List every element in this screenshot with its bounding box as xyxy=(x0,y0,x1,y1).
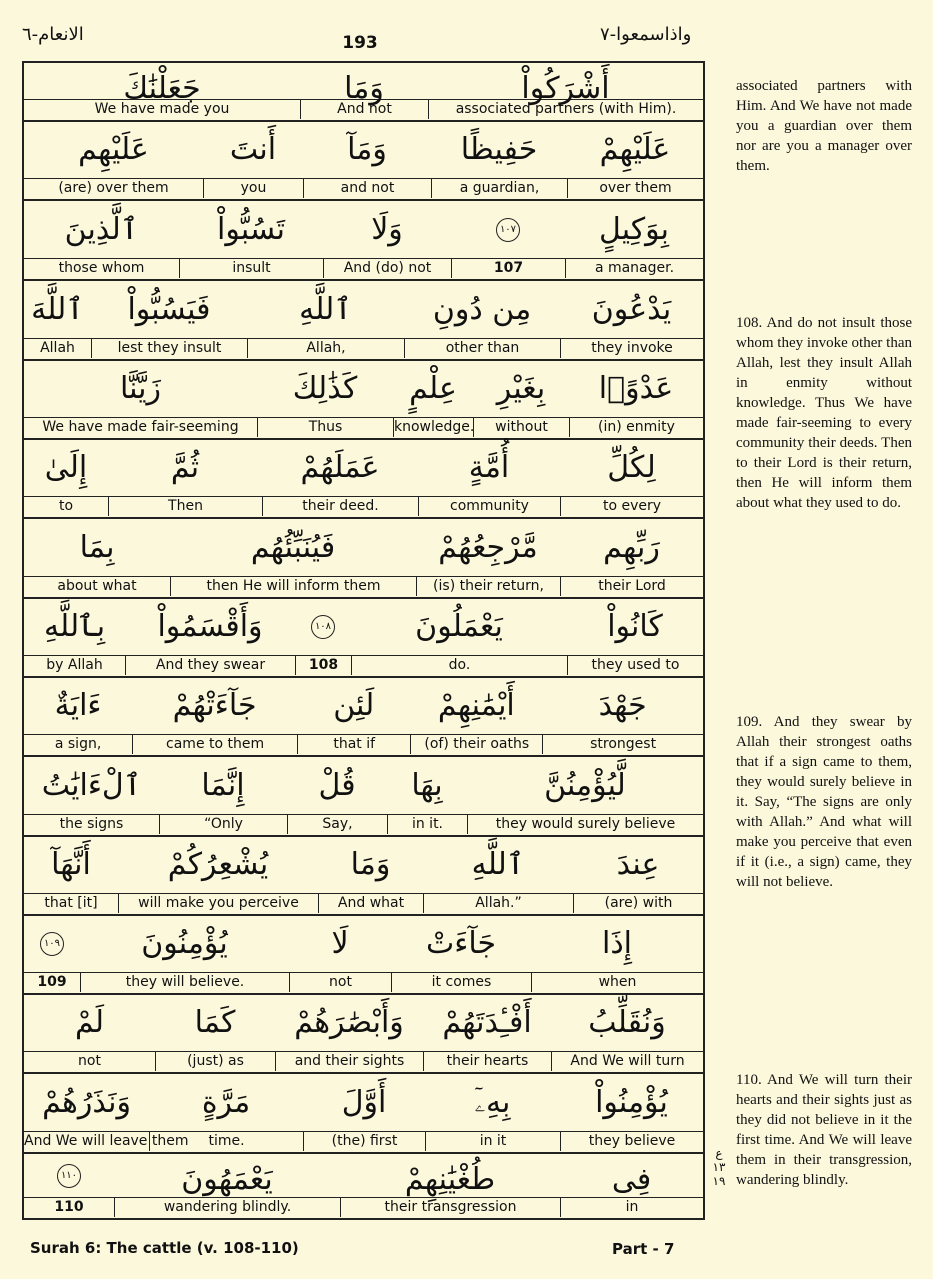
english-line xyxy=(24,258,703,278)
english-line xyxy=(24,1051,703,1071)
arabic-word: قُلْ xyxy=(318,767,356,803)
gloss-cell: in it xyxy=(425,1132,560,1151)
arabic-word: ءَايَةٌ xyxy=(54,688,102,723)
arabic-word: وَمَآ xyxy=(347,132,387,167)
gloss-cell: time. xyxy=(149,1132,303,1151)
gloss-cell: then He will inform them xyxy=(170,577,416,596)
surah-footer: Surah 6: The cattle (v. 108-110) xyxy=(30,1239,299,1257)
gloss-cell: knowledge. xyxy=(394,419,475,435)
grid-row xyxy=(24,837,703,916)
arabic-line xyxy=(24,440,703,496)
arabic-word: وَنَذَرُهُمْ xyxy=(42,1084,131,1120)
gloss-cell: Allah, xyxy=(247,339,404,358)
arabic-word: وَأَقْسَمُواْ xyxy=(157,609,263,644)
page-number: 193 xyxy=(342,33,378,53)
arabic-line xyxy=(24,361,703,417)
arabic-line xyxy=(24,599,703,655)
gloss-cell: And they swear xyxy=(125,656,295,675)
arabic-word: عِندَ xyxy=(616,847,660,882)
gloss-cell: that if xyxy=(297,735,410,754)
arabic-word: كَانُواْ xyxy=(607,609,663,644)
translation-para-107: associated partners with Him. And We have not made you a guardian over them nor are you a manager over them. xyxy=(736,78,912,174)
gloss-cell: 110 xyxy=(54,1199,84,1215)
arabic-line xyxy=(24,678,703,734)
arabic-word: أَفْـِٔدَتَهُمْ xyxy=(442,1005,532,1040)
gloss-cell: And not xyxy=(300,100,428,119)
gloss-cell: their deed. xyxy=(262,497,418,516)
arabic-word: يُؤْمِنُونَ xyxy=(141,926,228,961)
arabic-word: ٱللَّهَ xyxy=(31,291,84,327)
gloss-cell: a manager. xyxy=(565,259,703,278)
grid-row xyxy=(24,757,703,837)
arabic-word: عَلَيْهِم xyxy=(78,132,149,167)
arabic-word: وَأَبْصَٰرَهُمْ xyxy=(294,1005,404,1040)
arabic-word: لَمْ xyxy=(74,1005,105,1040)
english-line xyxy=(24,338,703,358)
gloss-cell: not xyxy=(78,1053,101,1069)
surah-header-label: الانعام-٦ xyxy=(22,24,84,45)
gloss-cell: do. xyxy=(351,656,567,675)
english-line xyxy=(24,972,703,992)
arabic-word: حَفِيظًا xyxy=(460,132,538,167)
gloss-cell: they used to xyxy=(567,656,703,675)
arabic-line xyxy=(24,1154,703,1197)
arabic-word: أَيْمَٰنِهِمْ xyxy=(437,688,515,723)
gloss-cell: they believe xyxy=(560,1132,703,1151)
gloss-cell: and not xyxy=(303,179,431,198)
arabic-word: بِوَكِيلٍ xyxy=(599,211,669,247)
gloss-cell: community xyxy=(418,497,560,516)
gloss-cell: We have made you xyxy=(94,101,230,117)
arabic-word: كَذَٰلِكَ xyxy=(292,371,358,406)
gloss-cell: they will believe. xyxy=(80,973,289,992)
arabic-line xyxy=(24,122,703,178)
arabic-word: أَنتَ xyxy=(229,132,277,167)
gloss-cell: by Allah xyxy=(46,657,103,673)
gloss-cell: 109 xyxy=(37,974,67,990)
translation-para-110: 110. And We will turn their hearts and their sights just as they did not believe in it the first time. And We will leave them in their transgression, wandering blindly. xyxy=(736,1072,912,1188)
arabic-word: لَّيُؤْمِنُنَّ xyxy=(544,767,626,803)
arabic-word: عَدْوًۢا xyxy=(598,371,674,406)
verse-number-marker: ١١٠ xyxy=(57,1164,81,1188)
arabic-word: وَمَا xyxy=(350,847,391,882)
arabic-word: فَيُنَبِّئُهُم xyxy=(250,529,336,565)
gloss-cell: their hearts xyxy=(423,1052,551,1071)
grid-row xyxy=(24,995,703,1074)
gloss-cell: insult xyxy=(179,259,323,278)
part-footer: Part - 7 xyxy=(612,1240,675,1258)
gloss-cell: without xyxy=(473,418,569,437)
gloss-cell: you xyxy=(203,179,303,198)
grid-row xyxy=(24,361,703,440)
gloss-cell: Then xyxy=(108,497,262,516)
grid-row xyxy=(24,599,703,678)
arabic-word: مَّرْجِعُهُمْ xyxy=(438,529,538,565)
rukuh-marker: ع ١٣ ١٩ xyxy=(712,1146,726,1188)
arabic-line xyxy=(24,837,703,893)
juz-header-label: واذاسمعوا-٧ xyxy=(600,24,692,45)
arabic-line xyxy=(24,201,703,258)
gloss-cell: over them xyxy=(567,179,703,198)
gloss-cell: associated partners (with Him). xyxy=(428,100,703,119)
arabic-word: جَآءَتْهُمْ xyxy=(172,688,257,723)
gloss-cell: (in) enmity xyxy=(569,418,703,437)
grid-row xyxy=(24,122,703,201)
english-line xyxy=(24,178,703,198)
gloss-cell: 108 xyxy=(295,656,351,675)
english-line xyxy=(24,734,703,754)
gloss-cell: (are) with xyxy=(573,894,703,913)
grid-row xyxy=(24,63,703,122)
arabic-line xyxy=(24,519,703,576)
english-line xyxy=(24,893,703,913)
arabic-word: ٱلَّذِينَ xyxy=(64,211,139,247)
arabic-word: كَمَا xyxy=(194,1005,236,1040)
arabic-word: بِمَا xyxy=(79,529,115,565)
arabic-word: يَدْعُونَ xyxy=(591,291,672,327)
gloss-cell: they would surely believe xyxy=(467,815,703,834)
gloss-cell: their transgression xyxy=(340,1198,560,1217)
english-line xyxy=(24,655,703,675)
gloss-cell: Thus xyxy=(257,418,393,437)
arabic-word: عِلْمٍ xyxy=(409,371,457,406)
gloss-cell: strongest xyxy=(542,735,703,754)
arabic-word: جَعَلْنَٰكَ xyxy=(123,71,201,106)
gloss-cell: (are) over them xyxy=(58,180,169,196)
english-line xyxy=(24,1131,703,1151)
arabic-word: أُمَّةٍ xyxy=(468,450,510,485)
arabic-word: تَسُبُّواْ xyxy=(217,211,285,247)
verse-number-marker: ١٠٧ xyxy=(496,218,520,242)
arabic-line xyxy=(24,916,703,972)
arabic-word: لَا xyxy=(331,926,349,961)
arabic-line xyxy=(24,1074,703,1131)
arabic-word: إِنَّمَا xyxy=(201,767,245,803)
gloss-cell: Say, xyxy=(287,815,387,834)
english-line xyxy=(24,496,703,516)
grid-row xyxy=(24,519,703,599)
arabic-word: أَنَّهَآ xyxy=(51,847,91,882)
word-by-word-grid xyxy=(22,61,705,1220)
gloss-cell: a guardian, xyxy=(431,179,567,198)
arabic-word: عَلَيْهِمْ xyxy=(599,132,671,167)
gloss-cell: to xyxy=(58,498,74,514)
english-line xyxy=(24,576,703,596)
gloss-cell: (just) as xyxy=(155,1052,275,1071)
arabic-word: مِن دُونِ xyxy=(432,291,532,327)
arabic-word: طُغْيَٰنِهِمْ xyxy=(404,1162,496,1197)
arabic-word: لِكُلِّ xyxy=(607,450,656,485)
arabic-line xyxy=(24,757,703,814)
gloss-cell: 107 xyxy=(451,259,565,278)
translation-para-109: 109. And they swear by Allah their strongest oaths that if a sign came to them, they would surely believe in it. Say, “The signs are only with Allah.” And what will make you perceive that even if it (i.e., a sign) came, they will not believe. xyxy=(736,714,912,890)
gloss-cell: wandering blindly. xyxy=(114,1198,340,1217)
arabic-word: ٱللَّهِ xyxy=(299,291,352,327)
grid-row xyxy=(24,201,703,281)
gloss-cell: We have made fair-seeming xyxy=(42,419,239,435)
arabic-word: أَشْرَكُواْ xyxy=(521,71,610,106)
arabic-word: وَلَا xyxy=(371,211,403,247)
grid-row xyxy=(24,281,703,361)
gloss-cell: “Only xyxy=(159,815,287,834)
gloss-cell: the signs xyxy=(59,816,124,832)
grid-row xyxy=(24,1154,703,1218)
grid-row xyxy=(24,440,703,519)
gloss-cell: And We will leave them xyxy=(24,1133,189,1149)
gloss-cell: those whom xyxy=(58,260,145,276)
gloss-cell: And what xyxy=(318,894,423,913)
arabic-word: جَهْدَ xyxy=(598,688,647,723)
gloss-cell: Allah xyxy=(40,340,75,356)
grid-row xyxy=(24,1074,703,1154)
gloss-cell: not xyxy=(289,973,391,992)
arabic-word: ٱلْءَايَٰتُ xyxy=(41,767,142,803)
arabic-word: ٱللَّهِ xyxy=(471,847,525,882)
arabic-word: يُؤْمِنُواْ xyxy=(595,1084,668,1120)
arabic-word: يَعْمَهُونَ xyxy=(181,1162,273,1197)
translation-para-108: 108. And do not insult those whom they invoke other than Allah, lest they insult Allah in enmity without knowledge. Thus We have made fair-seeming to every community their deeds. Then to their Lord is their return, then He will inform them about what they used to do. xyxy=(736,315,912,511)
arabic-word: ثُمَّ xyxy=(170,450,200,485)
verse-number-marker: ١٠٩ xyxy=(40,932,64,956)
gloss-cell: And We will turn xyxy=(551,1052,703,1071)
gloss-cell: about what xyxy=(57,578,137,594)
arabic-word: مَرَّةٍ xyxy=(201,1084,251,1120)
english-line xyxy=(24,814,703,834)
arabic-line xyxy=(24,995,703,1051)
gloss-cell: it comes xyxy=(391,973,531,992)
arabic-word: إِلَىٰ xyxy=(44,450,88,485)
gloss-cell: in xyxy=(560,1198,703,1217)
gloss-cell: (of) their oaths xyxy=(410,735,542,754)
arabic-word: جَآءَتْ xyxy=(425,926,497,961)
grid-row xyxy=(24,678,703,757)
gloss-cell: lest they insult xyxy=(91,339,247,358)
gloss-cell: (is) their return, xyxy=(416,577,560,596)
gloss-cell: will make you perceive xyxy=(118,894,318,913)
gloss-cell: came to them xyxy=(132,735,297,754)
gloss-cell: And (do) not xyxy=(323,259,451,278)
arabic-word: زَيَّنَّا xyxy=(119,371,162,406)
gloss-cell: they invoke xyxy=(560,339,703,358)
gloss-cell: when xyxy=(531,973,703,992)
arabic-word: وَنُقَلِّبُ xyxy=(588,1005,666,1040)
gloss-cell: Allah.” xyxy=(423,894,573,913)
arabic-line xyxy=(24,63,703,106)
arabic-word: يَعْمَلُونَ xyxy=(415,609,503,644)
arabic-word: بِٱللَّهِ xyxy=(43,609,106,644)
arabic-word: إِذَا xyxy=(601,926,633,961)
arabic-word: يُشْعِرُكُمْ xyxy=(167,847,269,882)
english-line xyxy=(24,1197,703,1217)
arabic-word: فِى xyxy=(611,1162,652,1197)
arabic-word: عَمَلَهُمْ xyxy=(300,450,380,485)
gloss-cell: that [it] xyxy=(44,895,98,911)
arabic-word: بِغَيْرِ xyxy=(496,371,546,406)
arabic-word: بِهِۦٓ xyxy=(474,1084,511,1120)
arabic-word: رَبِّهِم xyxy=(603,529,660,565)
gloss-cell: their Lord xyxy=(560,577,703,596)
gloss-cell: and their sights xyxy=(275,1052,423,1071)
arabic-word: أَوَّلَ xyxy=(341,1084,387,1120)
arabic-word: فَيَسُبُّواْ xyxy=(127,291,211,327)
arabic-line xyxy=(24,281,703,338)
gloss-cell: in it. xyxy=(387,815,467,834)
english-line xyxy=(24,417,703,437)
gloss-cell: a sign, xyxy=(54,736,102,752)
grid-row xyxy=(24,916,703,995)
arabic-word: وَمَا xyxy=(344,71,384,106)
gloss-cell: to every xyxy=(560,497,703,516)
gloss-cell: (the) first xyxy=(303,1132,425,1151)
gloss-cell: other than xyxy=(404,339,560,358)
verse-number-marker: ١٠٨ xyxy=(311,615,335,639)
arabic-word: بِهَا xyxy=(411,767,443,803)
arabic-word: لَئِن xyxy=(333,688,375,723)
